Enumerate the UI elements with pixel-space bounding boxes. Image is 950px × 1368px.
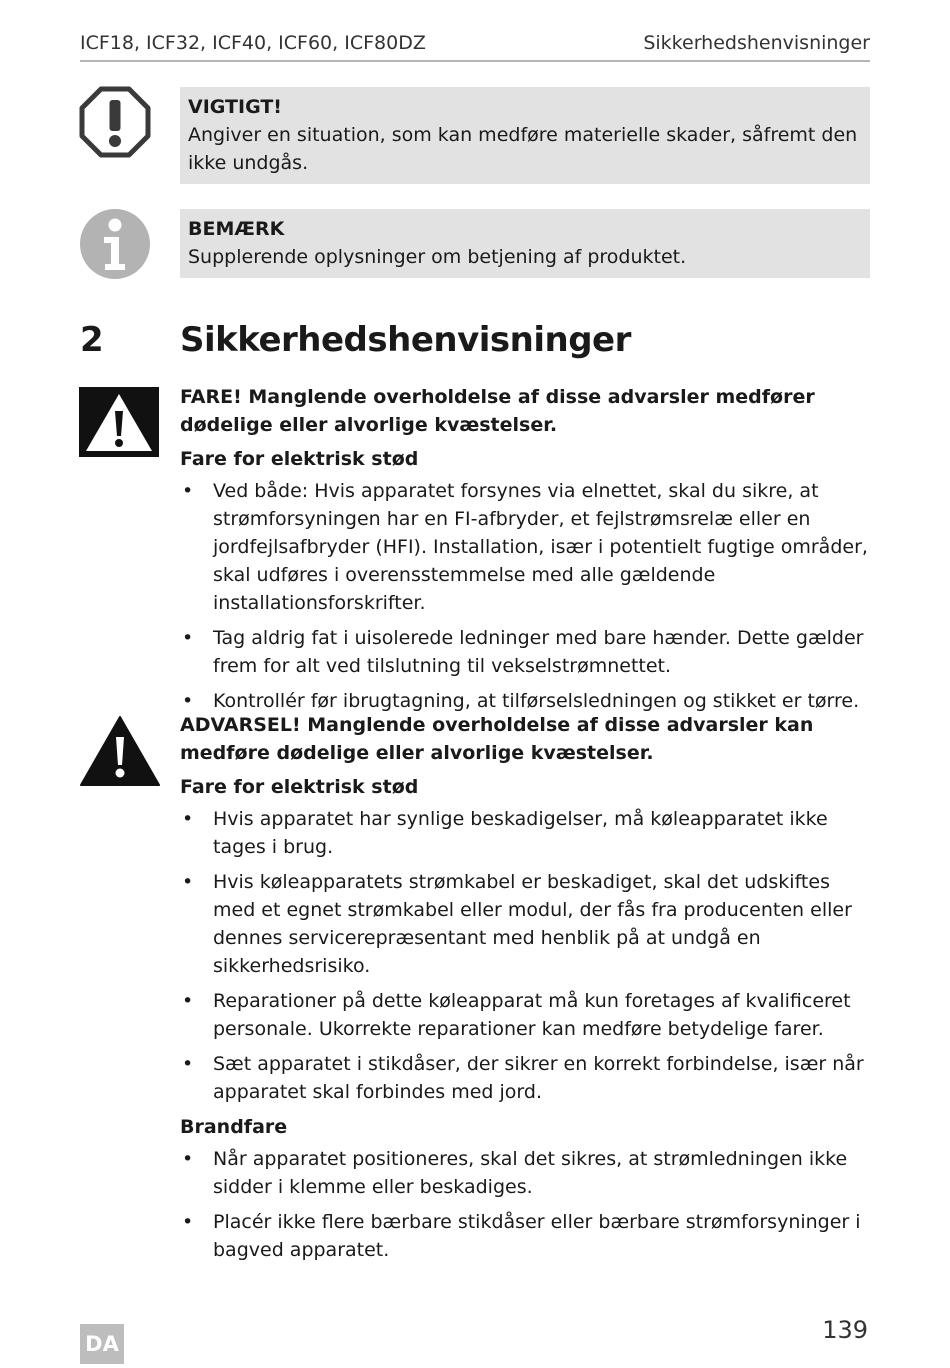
list-item: • Sæt apparatet i stikdåser, der sikrer en korrekt forbindelse, især når apparatet skal forbindes med jord.: [180, 1050, 870, 1106]
warning-section: [180, 711, 870, 1271]
notice-title: VIGTIGT!: [188, 96, 282, 118]
exclamation-octagon-icon: [79, 86, 151, 158]
page-header: [80, 32, 870, 62]
warning-list-electric: [180, 805, 870, 1106]
notice-title: BEMÆRK: [188, 218, 285, 240]
list-item: • Placér ikke flere bærbare stikdåser eller bærbare strømforsyninger i bagved apparatet.: [180, 1208, 870, 1264]
list-item: • Hvis apparatet har synlige beskadigelser, må køleapparatet ikke tages i brug.: [180, 805, 870, 861]
notice-important: [180, 87, 870, 184]
warning-list-fire: [180, 1145, 870, 1264]
header-section: Sikkerhedshenvisninger: [643, 32, 870, 54]
danger-section: [180, 383, 870, 722]
list-item: • Reparationer på dette køleapparat må kun foretages af kvalificeret personale. Ukorrekte reparationer kan medføre betydelige farer.: [180, 987, 870, 1043]
warning-triangle-framed-icon: [79, 387, 159, 457]
language-tab: DA: [80, 1324, 124, 1364]
header-models: ICF18, ICF32, ICF40, ICF60, ICF80DZ: [80, 32, 426, 54]
danger-list: [180, 477, 870, 715]
danger-subheading: Fare for elektrisk stød: [180, 448, 419, 470]
notice-text: Supplerende oplysninger om betjening af produktet.: [188, 246, 687, 268]
warning-heading: ADVARSEL! Manglende overholdelse af disse advarsler kan medføre dødelige eller alvorlige kvæstelser.: [180, 714, 814, 764]
notice-text: Angiver en situation, som kan medføre materielle skader, såfremt den ikke undgås.: [188, 124, 858, 174]
chapter-number: 2: [80, 320, 104, 360]
danger-heading: FARE! Manglende overholdelse af disse advarsler medfører dødelige eller alvorlige kvæstelser.: [180, 386, 815, 436]
list-item: • Tag aldrig fat i uisolerede ledninger med bare hænder. Dette gælder frem for alt ved tilslutning til vekselstrømnettet.: [180, 624, 870, 680]
warning-subheading-electric: Fare for elektrisk stød: [180, 776, 419, 798]
list-item: • Hvis køleapparatets strømkabel er beskadiget, skal det udskiftes med et egnet strømkabel eller modul, der fås fra producenten eller dennes servicerepræsentant med henblik på at undgå en sikkerhedsrisiko.: [180, 868, 870, 980]
list-item: • Når apparatet positioneres, skal det sikres, at strømledningen ikke sidder i klemme eller beskadiges.: [180, 1145, 870, 1201]
list-item: • Kontrollér før ibrugtagning, at tilførselsledningen og stikket er tørre.: [180, 687, 870, 715]
list-item: • Ved både: Hvis apparatet forsynes via elnettet, skal du sikre, at strømforsyningen har en FI-afbryder, et fejlstrømsrelæ eller en jordfejlsafbryder (HFI). Installation, især i potentielt fugtige områder, skal udføres i overensstemmelse med alle gældende installationsforskrifter.: [180, 477, 870, 617]
chapter-title: Sikkerhedshenvisninger: [180, 320, 631, 360]
warning-subheading-fire: Brandfare: [180, 1116, 288, 1138]
warning-triangle-icon: [79, 715, 161, 787]
page-number: 139: [822, 1316, 868, 1344]
info-circle-icon: [79, 208, 151, 280]
notice-note: [180, 209, 870, 278]
